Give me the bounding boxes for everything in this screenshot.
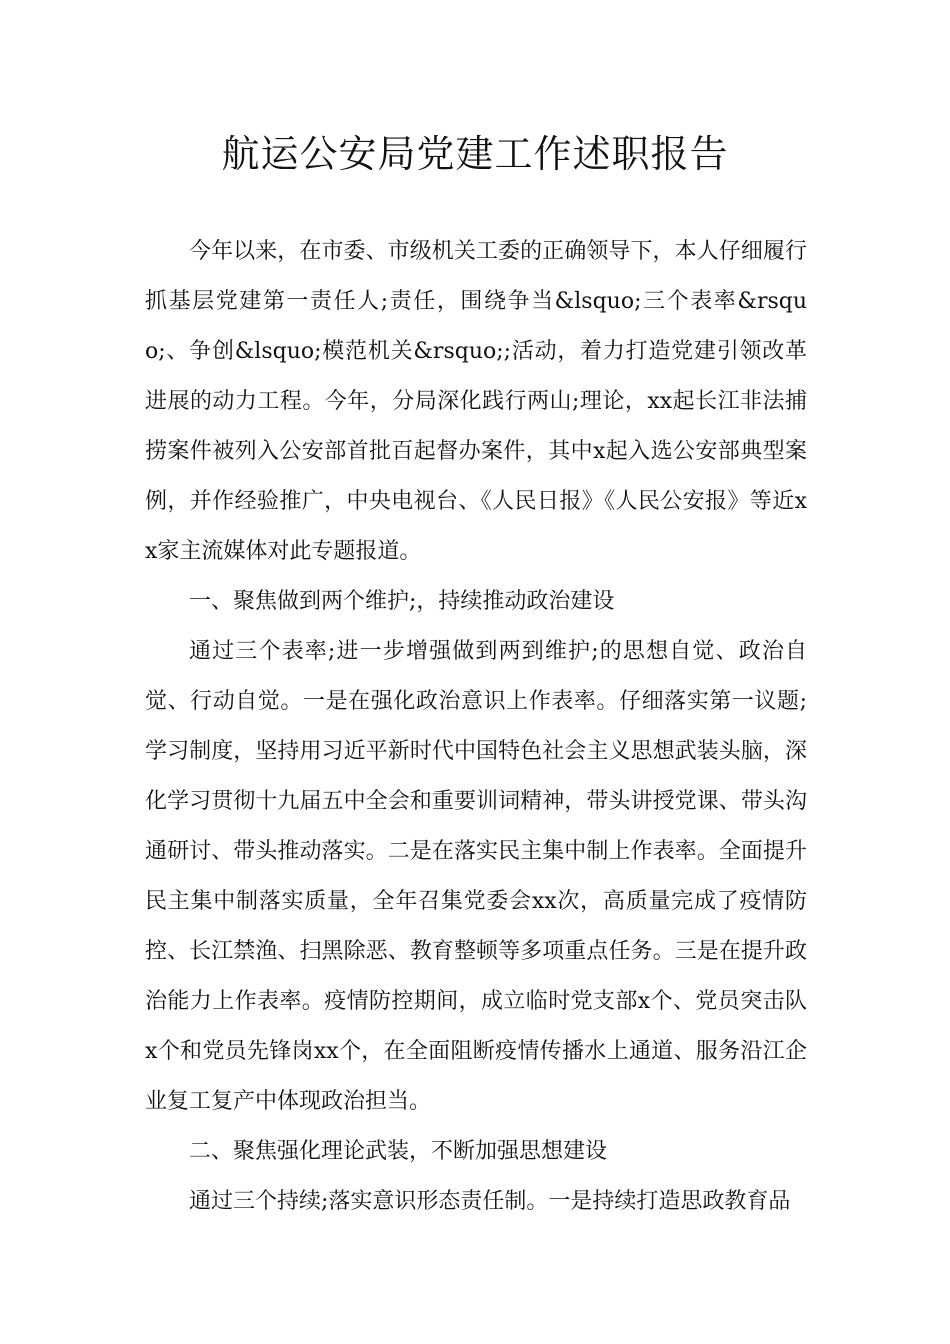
intro-paragraph: 今年以来，在市委、市级机关工委的正确领导下，本人仔细履行抓基层党建第一责任人;责任，围绕争当&lsquo;三个表率&rsquo;、争创&lsquo;模范机关&rsquo;;活动，着力打造党建引领改革进展的动力工程。今年，分局深化践行两山;理论，xx起长江非法捕捞案件被列入公安部首批百起督办案件，其中x起入选公安部典型案例，并作经验推广，中央电视台、《人民日报》《人民公安报》等近xx家主流媒体对此专题报道。	[145, 239, 807, 564]
section-heading-1: 一、聚焦做到两个维护;，持续推动政治建设	[189, 589, 615, 614]
document-title: 航运公安局党建工作述职报告	[221, 132, 729, 176]
section-heading-2: 二、聚焦强化理论武装，不断加强思想建设	[189, 1139, 608, 1164]
section-1-paragraph: 通过三个表率;进一步增强做到两到维护;的思想自觉、政治自觉、行动自觉。一是在强化政治意识上作表率。仔细落实第一议题;学习制度，坚持用习近平新时代中国特色社会主义思想武装头脑，深化学习贯彻十九届五中全会和重要训词精神，带头讲授党课、带头沟通研讨、带头推动落实。二是在落实民主集中制上作表率。全面提升民主集中制落实质量，全年召集党委会xx次，高质量完成了疫情防控、长江禁渔、扫黑除恶、教育整顿等多项重点任务。三是在提升政治能力上作表率。疫情防控期间，成立临时党支部x个、党员突击队x个和党员先锋岗xx个，在全面阻断疫情传播水上通道、服务沿江企业复工复产中体现政治担当。	[145, 639, 807, 1114]
section-2-paragraph: 通过三个持续;落实意识形态责任制。一是持续打造思政教育品	[189, 1189, 791, 1214]
document-body	[145, 227, 807, 1227]
